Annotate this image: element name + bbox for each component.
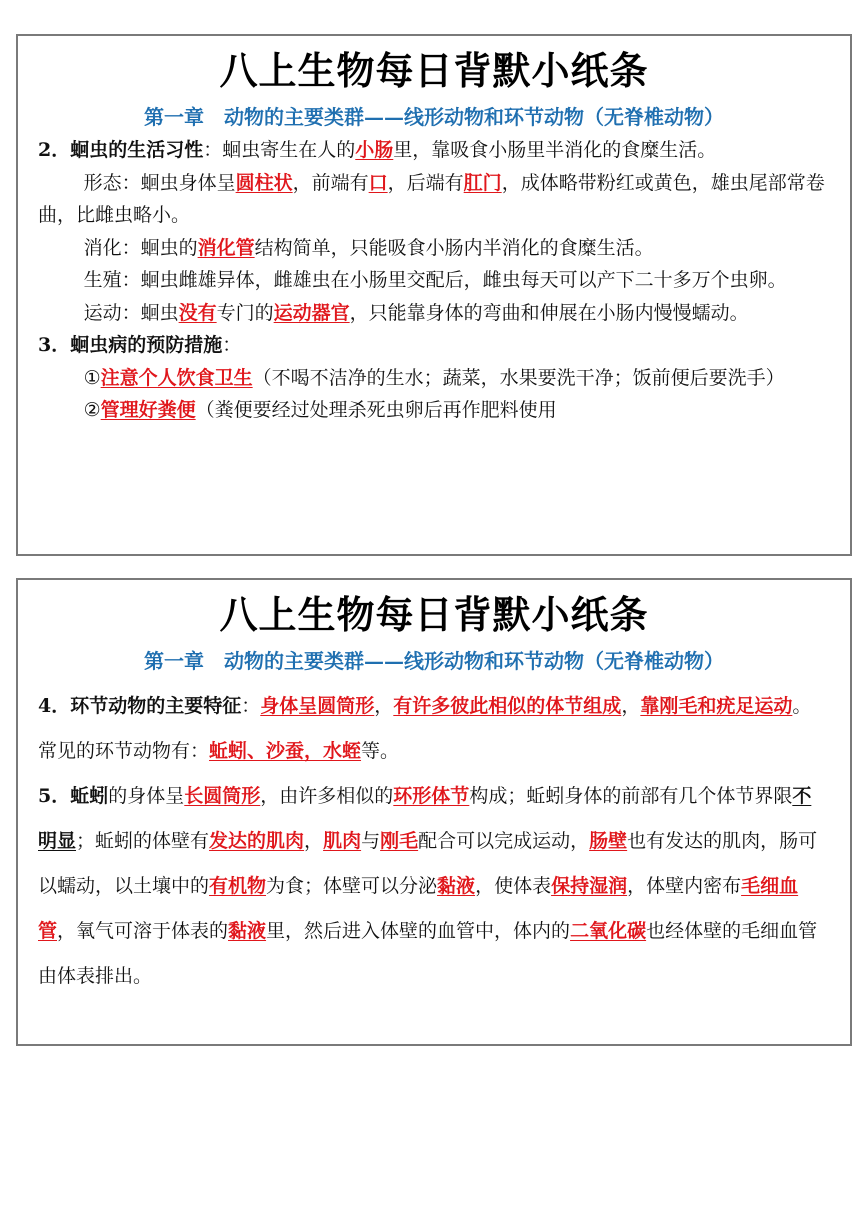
keyword: 发达的肌肉 (209, 830, 305, 852)
keyword: 消化管 (197, 236, 255, 259)
chapter-subtitle: 第一章 动物的主要类群——线形动物和环节动物（无脊椎动物） (144, 649, 724, 673)
keyword: 蚯蚓、沙蚕，水蛭 (209, 740, 362, 762)
section-heading: 蛔虫的生活习性 (70, 139, 204, 161)
keyword: 小肠 (355, 139, 394, 161)
keyword: 管理好粪便 (100, 399, 196, 421)
keyword: 保持湿润 (551, 875, 628, 897)
keyword: 有机物 (209, 875, 267, 897)
paragraph-prevention-2: ②管理好粪便（粪便要经过处理杀死虫卵后再作肥料使用 (83, 399, 557, 421)
paragraph-earthworm: 5．蚯蚓的身体呈长圆筒形，由许多相似的环形体节构成；蚯蚓身体的前部有几个体节界限不明显；蚯蚓的体壁有发达的肌肉，肌肉与刚毛配合可以完成运动，肠壁也有发达的肌肉，肠可以蠕动，以土壤中的有机物为食；体壁可以分泌黏液，使体表保持湿润，体壁内密布毛细血管，氧气可溶于体表的黏液里，然后进入体壁的血管中，体内的二氧化碳也经体壁的毛细血管由体表排出。 (38, 785, 818, 987)
card-body (18, 134, 850, 427)
keyword: 毛细血管 (38, 875, 799, 942)
paragraph-prevention-1: ①注意个人饮食卫生（不喝不洁净的生水；蔬菜，水果要洗干净；饭前便后要洗手） (83, 366, 785, 389)
underlined-term: 不明显 (38, 785, 812, 852)
keyword: 黏液 (228, 920, 267, 942)
memo-card-2 (16, 578, 852, 1046)
keyword: 长圆筒形 (184, 785, 261, 807)
keyword: 二氧化碳 (570, 920, 647, 942)
card-title: 八上生物每日背默小纸条 (219, 49, 649, 93)
card-body (18, 684, 850, 999)
keyword: 肛门 (463, 171, 502, 194)
keyword: 肌肉 (323, 830, 362, 852)
keyword: 圆柱状 (235, 171, 293, 194)
keyword: 有许多彼此相似的体节组成 (393, 695, 622, 717)
section-heading: 蛔虫病的预防措施 (70, 334, 223, 356)
keyword: 口 (368, 171, 388, 194)
paragraph-movement: 运动：蛔虫没有专门的运动器官，只能靠身体的弯曲和伸展在小肠内慢慢蠕动。 (83, 301, 749, 324)
keyword: 肠壁 (589, 830, 628, 852)
paragraph-reproduction: 生殖：蛔虫雌雄异体，雌雄虫在小肠里交配后，雌虫每天可以产下二十多万个虫卵。 (83, 269, 787, 291)
keyword: 运动器官 (273, 301, 350, 324)
card-title: 八上生物每日背默小纸条 (219, 593, 649, 637)
paragraph-ascaris-habits: 2．蛔虫的生活习性：蛔虫寄生在人的小肠里，靠吸食小肠里半消化的食糜生活。 (38, 139, 717, 161)
paragraph-digestion: 消化：蛔虫的消化管结构简单，只能吸食小肠内半消化的食糜生活。 (83, 236, 654, 259)
paragraph-morphology: 形态：蛔虫身体呈圆柱状，前端有口，后端有肛门，成体略带粉红或黄色，雄虫尾部常卷曲，比雌虫略小。 (38, 171, 825, 226)
paragraph-prevention-heading: 3．蛔虫病的预防措施： (38, 334, 242, 356)
memo-card-1 (16, 34, 852, 556)
keyword: 刚毛 (380, 830, 419, 852)
keyword: 黏液 (437, 875, 476, 897)
chapter-subtitle: 第一章 动物的主要类群——线形动物和环节动物（无脊椎动物） (144, 105, 724, 129)
section-heading: 环节动物的主要特征 (70, 695, 242, 717)
section-heading: 蚯蚓 (70, 785, 109, 807)
keyword: 没有 (178, 301, 217, 324)
keyword: 环形体节 (393, 785, 470, 807)
keyword: 注意个人饮食卫生 (100, 366, 253, 389)
keyword: 身体呈圆筒形 (260, 695, 375, 717)
paragraph-annelid-features: 4．环节动物的主要特征：身体呈圆筒形，有许多彼此相似的体节组成，靠刚毛和疣足运动。常见的环节动物有：蚯蚓、沙蚕，水蛭等。 (38, 695, 812, 762)
keyword: 靠刚毛和疣足运动 (640, 695, 793, 717)
